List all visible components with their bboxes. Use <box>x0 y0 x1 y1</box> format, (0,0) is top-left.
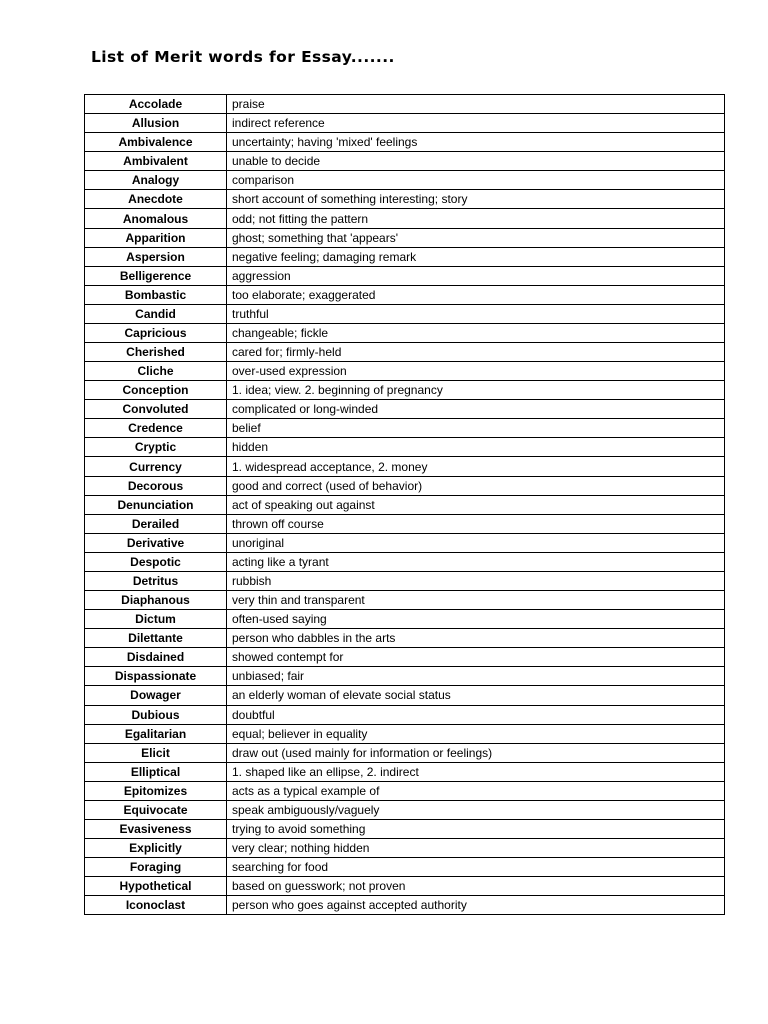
word-term-cell: Dispassionate <box>85 667 227 686</box>
table-row <box>85 781 725 800</box>
table-row <box>85 323 725 342</box>
word-definition-cell: trying to avoid something <box>227 819 725 838</box>
word-term-cell: Derivative <box>85 533 227 552</box>
word-term-cell: Elicit <box>85 743 227 762</box>
word-definition-cell: truthful <box>227 304 725 323</box>
table-row <box>85 533 725 552</box>
word-definition-cell: changeable; fickle <box>227 323 725 342</box>
word-definition-cell: ghost; something that 'appears' <box>227 228 725 247</box>
table-row <box>85 743 725 762</box>
word-list-table <box>84 94 725 915</box>
table-row <box>85 476 725 495</box>
word-term-cell: Accolade <box>85 95 227 114</box>
table-row <box>85 877 725 896</box>
table-row <box>85 648 725 667</box>
table-row <box>85 839 725 858</box>
word-definition-cell: comparison <box>227 171 725 190</box>
word-term-cell: Detritus <box>85 571 227 590</box>
table-row <box>85 858 725 877</box>
table-row <box>85 95 725 114</box>
word-definition-cell: indirect reference <box>227 114 725 133</box>
table-row <box>85 629 725 648</box>
word-term-cell: Cherished <box>85 343 227 362</box>
word-definition-cell: doubtful <box>227 705 725 724</box>
table-row <box>85 381 725 400</box>
table-row <box>85 171 725 190</box>
word-term-cell: Derailed <box>85 514 227 533</box>
word-term-cell: Iconoclast <box>85 896 227 915</box>
word-term-cell: Diaphanous <box>85 591 227 610</box>
word-term-cell: Equivocate <box>85 800 227 819</box>
word-term-cell: Cliche <box>85 362 227 381</box>
word-definition-cell: belief <box>227 419 725 438</box>
table-row <box>85 552 725 571</box>
word-term-cell: Disdained <box>85 648 227 667</box>
word-definition-cell: draw out (used mainly for information or feelings) <box>227 743 725 762</box>
word-definition-cell: aggression <box>227 266 725 285</box>
word-term-cell: Explicitly <box>85 839 227 858</box>
word-term-cell: Apparition <box>85 228 227 247</box>
table-row <box>85 705 725 724</box>
word-definition-cell: unoriginal <box>227 533 725 552</box>
table-row <box>85 266 725 285</box>
table-row <box>85 896 725 915</box>
word-definition-cell: over-used expression <box>227 362 725 381</box>
word-definition-cell: 1. widespread acceptance, 2. money <box>227 457 725 476</box>
word-definition-cell: too elaborate; exaggerated <box>227 285 725 304</box>
word-definition-cell: showed contempt for <box>227 648 725 667</box>
word-term-cell: Anecdote <box>85 190 227 209</box>
word-definition-cell: good and correct (used of behavior) <box>227 476 725 495</box>
word-definition-cell: very clear; nothing hidden <box>227 839 725 858</box>
word-term-cell: Epitomizes <box>85 781 227 800</box>
word-term-cell: Evasiveness <box>85 819 227 838</box>
word-definition-cell: searching for food <box>227 858 725 877</box>
word-definition-cell: unbiased; fair <box>227 667 725 686</box>
table-row <box>85 610 725 629</box>
table-row <box>85 514 725 533</box>
word-definition-cell: complicated or long-winded <box>227 400 725 419</box>
word-definition-cell: speak ambiguously/vaguely <box>227 800 725 819</box>
word-definition-cell: act of speaking out against <box>227 495 725 514</box>
table-row <box>85 800 725 819</box>
word-term-cell: Analogy <box>85 171 227 190</box>
table-row <box>85 571 725 590</box>
word-list-body <box>85 95 725 915</box>
word-term-cell: Ambivalence <box>85 133 227 152</box>
word-term-cell: Cryptic <box>85 438 227 457</box>
word-term-cell: Convoluted <box>85 400 227 419</box>
word-term-cell: Currency <box>85 457 227 476</box>
word-term-cell: Anomalous <box>85 209 227 228</box>
word-term-cell: Dictum <box>85 610 227 629</box>
table-row <box>85 724 725 743</box>
table-row <box>85 190 725 209</box>
word-definition-cell: an elderly woman of elevate social status <box>227 686 725 705</box>
word-definition-cell: cared for; firmly-held <box>227 343 725 362</box>
table-row <box>85 762 725 781</box>
word-definition-cell: praise <box>227 95 725 114</box>
word-term-cell: Decorous <box>85 476 227 495</box>
word-definition-cell: based on guesswork; not proven <box>227 877 725 896</box>
word-term-cell: Belligerence <box>85 266 227 285</box>
word-definition-cell: person who goes against accepted authority <box>227 896 725 915</box>
word-term-cell: Credence <box>85 419 227 438</box>
word-term-cell: Capricious <box>85 323 227 342</box>
word-term-cell: Bombastic <box>85 285 227 304</box>
table-row <box>85 343 725 362</box>
table-row <box>85 819 725 838</box>
word-term-cell: Dowager <box>85 686 227 705</box>
table-row <box>85 438 725 457</box>
word-term-cell: Dubious <box>85 705 227 724</box>
table-row <box>85 495 725 514</box>
word-term-cell: Egalitarian <box>85 724 227 743</box>
word-definition-cell: equal; believer in equality <box>227 724 725 743</box>
table-row <box>85 247 725 266</box>
word-definition-cell: negative feeling; damaging remark <box>227 247 725 266</box>
word-definition-cell: often-used saying <box>227 610 725 629</box>
word-definition-cell: odd; not fitting the pattern <box>227 209 725 228</box>
word-definition-cell: hidden <box>227 438 725 457</box>
word-definition-cell: acting like a tyrant <box>227 552 725 571</box>
word-definition-cell: very thin and transparent <box>227 591 725 610</box>
table-row <box>85 457 725 476</box>
word-definition-cell: unable to decide <box>227 152 725 171</box>
table-row <box>85 228 725 247</box>
word-definition-cell: 1. shaped like an ellipse, 2. indirect <box>227 762 725 781</box>
word-definition-cell: rubbish <box>227 571 725 590</box>
word-term-cell: Elliptical <box>85 762 227 781</box>
word-term-cell: Hypothetical <box>85 877 227 896</box>
word-term-cell: Ambivalent <box>85 152 227 171</box>
word-definition-cell: uncertainty; having 'mixed' feelings <box>227 133 725 152</box>
word-definition-cell: 1. idea; view. 2. beginning of pregnancy <box>227 381 725 400</box>
table-row <box>85 114 725 133</box>
word-term-cell: Candid <box>85 304 227 323</box>
word-definition-cell: person who dabbles in the arts <box>227 629 725 648</box>
word-term-cell: Despotic <box>85 552 227 571</box>
word-term-cell: Foraging <box>85 858 227 877</box>
word-term-cell: Aspersion <box>85 247 227 266</box>
table-row <box>85 667 725 686</box>
word-definition-cell: short account of something interesting; story <box>227 190 725 209</box>
table-row <box>85 419 725 438</box>
table-row <box>85 209 725 228</box>
word-definition-cell: acts as a typical example of <box>227 781 725 800</box>
table-row <box>85 686 725 705</box>
page-title: List of Merit words for Essay....... <box>91 48 395 66</box>
word-term-cell: Denunciation <box>85 495 227 514</box>
table-row <box>85 152 725 171</box>
table-row <box>85 591 725 610</box>
word-term-cell: Allusion <box>85 114 227 133</box>
table-row <box>85 285 725 304</box>
table-row <box>85 400 725 419</box>
table-row <box>85 362 725 381</box>
word-term-cell: Dilettante <box>85 629 227 648</box>
table-row <box>85 304 725 323</box>
word-term-cell: Conception <box>85 381 227 400</box>
table-row <box>85 133 725 152</box>
word-definition-cell: thrown off course <box>227 514 725 533</box>
